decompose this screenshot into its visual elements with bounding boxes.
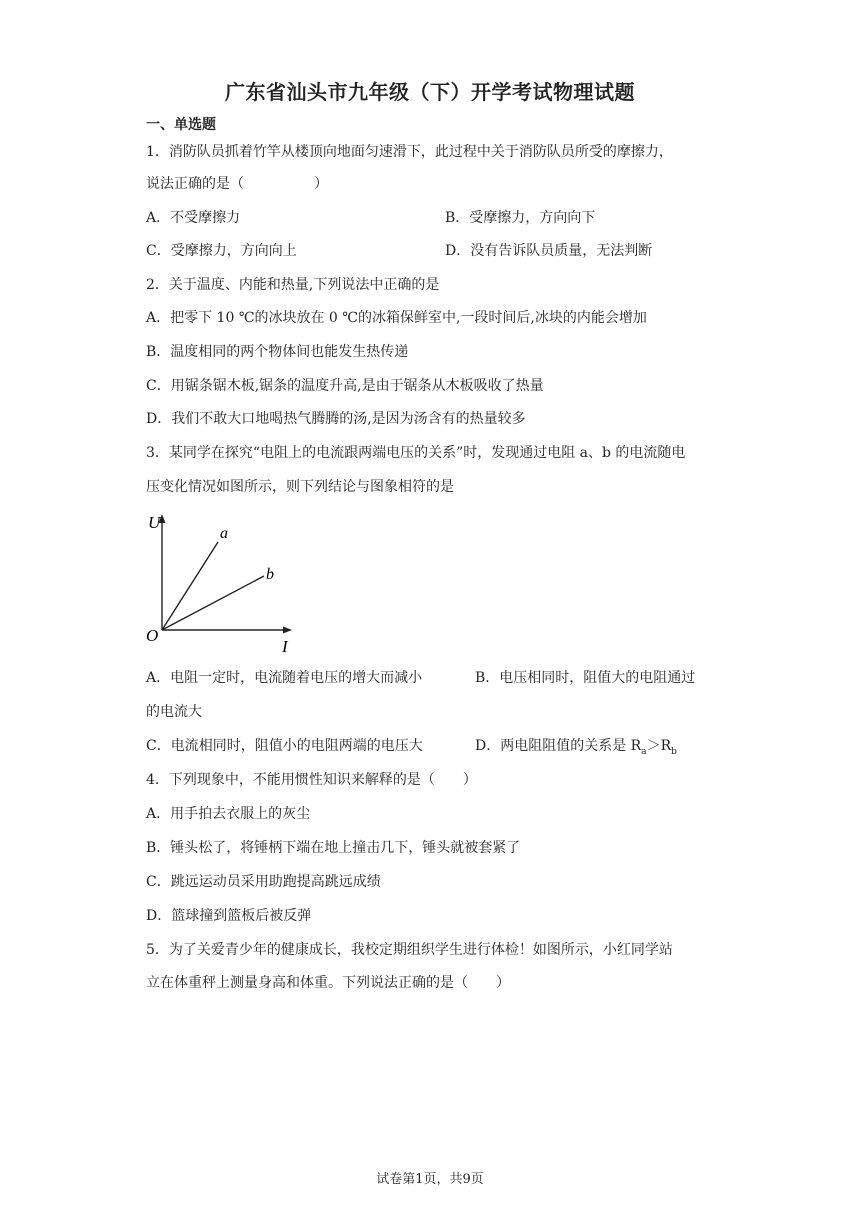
- q3-option-d-sub-b: b: [671, 746, 677, 757]
- u-axis-label: U: [148, 513, 161, 532]
- i-axis-label: I: [282, 637, 288, 656]
- q2-option-c: C．用锯条锯木板,锯条的温度升高,是由于锯条从木板吸收了热量: [146, 378, 544, 394]
- q2-option-a: A．把零下 10 ℃的冰块放在 0 ℃的冰箱保鲜室中,一段时间后,冰块的内能会增加: [146, 310, 647, 326]
- q5-stem-line2: 立在体重秤上测量身高和体重。下列说法正确的是（ ）: [146, 975, 510, 991]
- q3-option-d: [475, 736, 677, 762]
- q3-option-c: C．电流相同时，阻值小的电阻两端的电压大: [146, 738, 423, 754]
- line-b: [162, 576, 264, 630]
- q1-option-d: D．没有告诉队员质量，无法判断: [445, 243, 653, 259]
- q1-stem-line2: 说法正确的是（ ）: [146, 176, 328, 192]
- q4-option-a: A．用手拍去衣服上的灰尘: [146, 806, 311, 822]
- page-title: 广东省汕头市九年级（下）开学考试物理试题: [225, 80, 635, 104]
- q3-stem-line1: 3．某同学在探究“电阻上的电流跟两端电压的关系”时，发现通过电阻 a、b 的电流随电: [146, 445, 686, 461]
- line-b-label: b: [266, 566, 274, 583]
- q2-option-d: D．我们不敢大口地喝热气腾腾的汤,是因为汤含有的热量较多: [146, 411, 526, 427]
- q1-stem-line1: 1．消防队员抓着竹竿从楼顶向地面匀速滑下，此过程中关于消防队员所受的摩擦力，: [146, 144, 673, 160]
- line-a: [162, 542, 218, 630]
- q3-option-b-line1: B．电压相同时，阻值大的电阻通过: [475, 670, 696, 686]
- q1-option-b: B．受摩擦力，方向向下: [445, 210, 596, 226]
- section-heading: 一、单选题: [146, 117, 216, 133]
- q3-stem-line2: 压变化情况如图所示，则下列结论与图象相符的是: [146, 479, 454, 495]
- line-a-label: a: [220, 525, 228, 542]
- q3-option-b-line2: 的电流大: [146, 704, 202, 720]
- q2-option-b: B．温度相同的两个物体间也能发生热传递: [146, 344, 409, 360]
- q2-stem: 2．关于温度、内能和热量,下列说法中正确的是: [146, 277, 440, 293]
- origin-label: O: [146, 626, 159, 645]
- page-footer: 试卷第1页，共9页: [376, 1172, 484, 1187]
- q1-option-a: A．不受摩擦力: [146, 210, 241, 226]
- q3-option-a: A．电阻一定时，电流随着电压的增大而减小: [146, 670, 423, 686]
- q4-option-c: C．跳远运动员采用助跑提高跳远成绩: [146, 874, 381, 890]
- q3-option-d-mid: ＞R: [646, 738, 672, 754]
- q3-option-d-sub-a: a: [641, 746, 647, 757]
- i-axis-arrow: [283, 627, 292, 634]
- q4-option-d: D．篮球撞到篮板后被反弹: [146, 908, 312, 924]
- ui-graph: [146, 512, 296, 657]
- q1-option-c: C．受摩擦力，方向向上: [146, 243, 297, 259]
- q3-option-d-prefix: D．两电阻阻值的关系是 R: [475, 738, 642, 754]
- q4-option-b: B．锤头松了，将锤柄下端在地上撞击几下，锤头就被套紧了: [146, 840, 521, 856]
- q5-stem-line1: 5．为了关爱青少年的健康成长，我校定期组织学生进行体检！如图所示，小红同学站: [146, 942, 673, 958]
- q4-stem: 4．下列现象中，不能用惯性知识来解释的是（ ）: [146, 772, 477, 788]
